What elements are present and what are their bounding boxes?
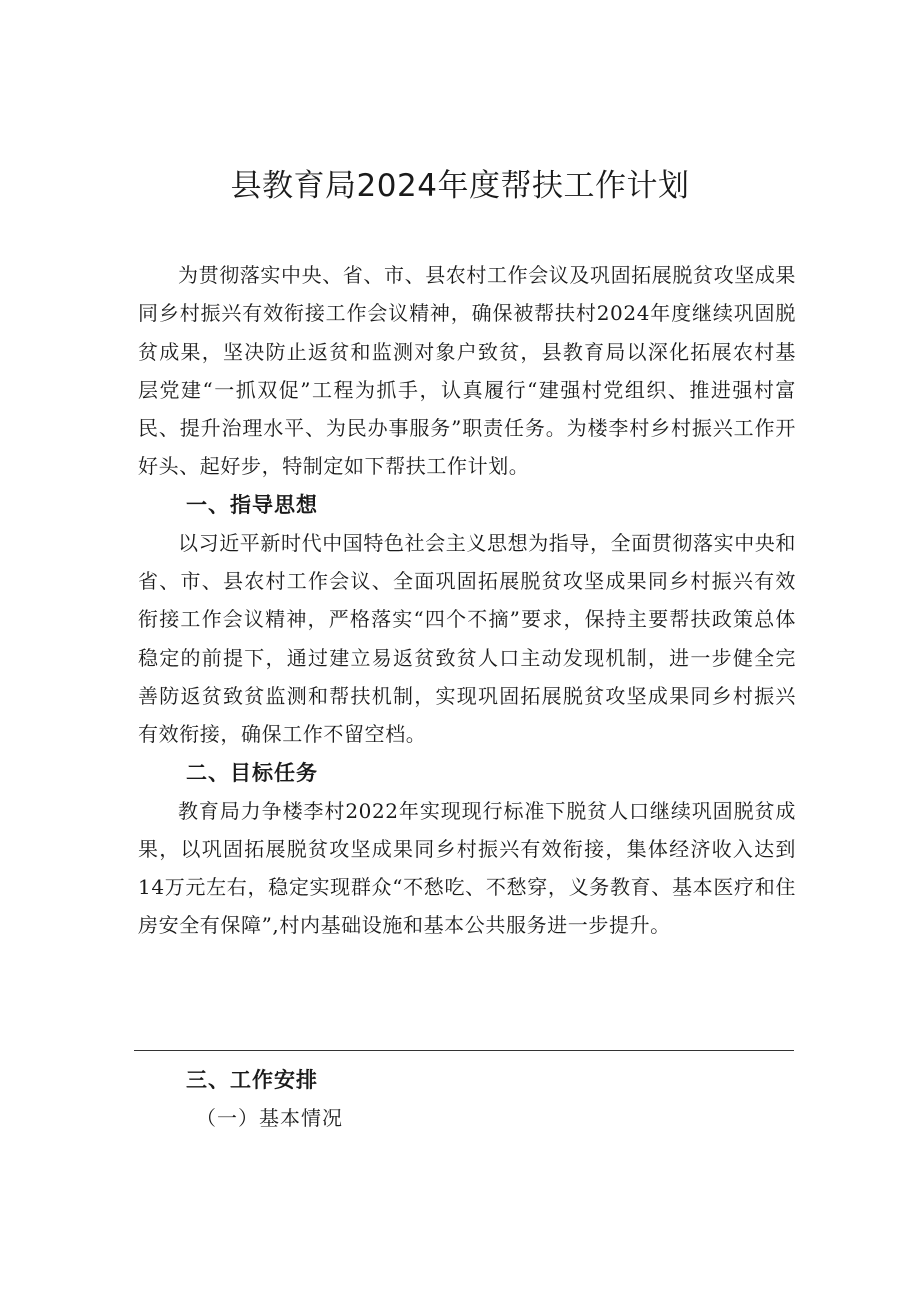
document-body-continued [138, 1061, 796, 1137]
section-body-guiding-ideology: 以习近平新时代中国特色社会主义思想为指导，全面贯彻落实中央和省、市、县农村工作会议、全面巩固拓展脱贫攻坚成果同乡村振兴有效衔接工作会议精神，严格落实“四个不摘”要求，保持主要帮扶政策总体稳定的前提下，通过建立易返贫致贫人口主动发现机制，进一步健全完善防返贫致贫监测和帮扶机制，实现巩固拓展脱贫攻坚成果同乡村振兴有效衔接，确保工作不留空档。 [138, 530, 796, 747]
document-title: 县教育局2024年度帮扶工作计划 [230, 168, 690, 204]
subsection-heading-basic-situation: （一）基本情况 [196, 1106, 343, 1130]
intro-paragraph: 为贯彻落实中央、省、市、县农村工作会议及巩固拓展脱贫攻坚成果同乡村振兴有效衔接工作会议精神，确保被帮扶村2024年度继续巩固脱贫成果，坚决防止返贫和监测对象户致贫，县教育局以深化拓展农村基层党建“一抓双促”工程为抓手，认真履行“建强村党组织、推进强村富民、提升治理水平、为民办事服务”职责任务。为楼李村乡村振兴工作开好头、起好步，特制定如下帮扶工作计划。 [138, 263, 796, 479]
document-body [138, 256, 796, 945]
section-body-goals: 教育局力争楼李村2022年实现现行标准下脱贫人口继续巩固脱贫成果，以巩固拓展脱贫攻坚成果同乡村振兴有效衔接，集体经济收入达到14万元左右，稳定实现群众“不愁吃、不愁穿，义务教育、基本医疗和住房安全有保障”,村内基础设施和基本公共服务进一步提升。 [138, 798, 796, 938]
section-heading-guiding-ideology: 一、指导思想 [186, 492, 318, 517]
section-heading-goals: 二、目标任务 [186, 760, 318, 785]
page-divider [134, 1050, 794, 1051]
section-heading-work-arrangement: 三、工作安排 [186, 1068, 318, 1092]
